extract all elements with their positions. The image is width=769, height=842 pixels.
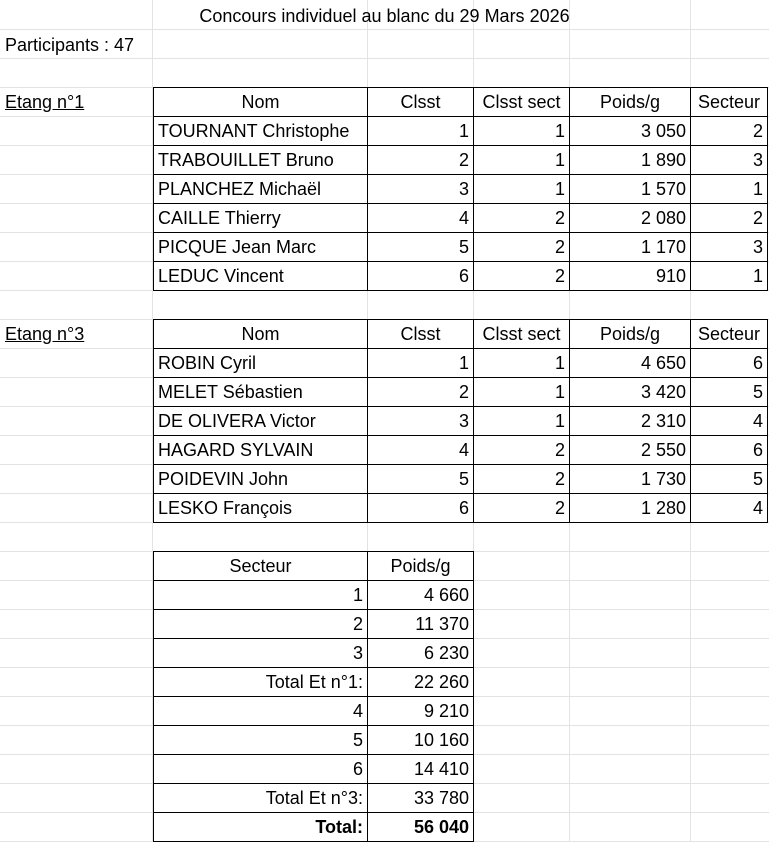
table-row (154, 465, 768, 494)
cell-nom[interactable]: PLANCHEZ Michaël (154, 175, 368, 204)
cell-clsst[interactable]: 6 (368, 494, 474, 523)
header-poids[interactable]: Poids/g (570, 88, 691, 117)
cell-poids[interactable]: 1 280 (570, 494, 691, 523)
table-row (154, 581, 474, 610)
cell-secteur[interactable]: 2 (154, 610, 368, 639)
table-row (154, 146, 768, 175)
cell-secteur[interactable]: 1 (691, 262, 768, 291)
cell-clsst-sect[interactable]: 2 (474, 233, 570, 262)
cell-poids[interactable]: 2 550 (570, 436, 691, 465)
cell-clsst[interactable]: 5 (368, 465, 474, 494)
cell-nom[interactable]: ROBIN Cyril (154, 349, 368, 378)
cell-clsst[interactable]: 2 (368, 146, 474, 175)
cell-secteur[interactable]: 2 (691, 204, 768, 233)
cell-poids[interactable]: 14 410 (368, 755, 474, 784)
cell-clsst[interactable]: 6 (368, 262, 474, 291)
cell-clsst-sect[interactable]: 1 (474, 407, 570, 436)
cell-poids[interactable]: 11 370 (368, 610, 474, 639)
total-row (154, 813, 474, 842)
table-row (154, 407, 768, 436)
table-header-row (154, 88, 768, 117)
cell-clsst-sect[interactable]: 2 (474, 465, 570, 494)
cell-poids[interactable]: 1 170 (570, 233, 691, 262)
cell-nom[interactable]: HAGARD SYLVAIN (154, 436, 368, 465)
cell-clsst-sect[interactable]: 1 (474, 175, 570, 204)
cell-nom[interactable]: DE OLIVERA Victor (154, 407, 368, 436)
cell-clsst-sect[interactable]: 2 (474, 436, 570, 465)
header-clsst[interactable]: Clsst (368, 88, 474, 117)
cell-poids[interactable]: 1 890 (570, 146, 691, 175)
cell-poids[interactable]: 3 420 (570, 378, 691, 407)
cell-secteur[interactable]: 5 (691, 378, 768, 407)
header-clsst-sect[interactable]: Clsst sect (474, 88, 570, 117)
sector-summary-table (153, 551, 474, 842)
table-row (154, 726, 474, 755)
header-poids[interactable]: Poids/g (570, 320, 691, 349)
etang1-table (153, 87, 768, 291)
cell-clsst[interactable]: 5 (368, 233, 474, 262)
cell-poids[interactable]: 4 660 (368, 581, 474, 610)
cell-secteur[interactable]: 3 (154, 639, 368, 668)
cell-secteur[interactable]: 1 (154, 581, 368, 610)
header-poids[interactable]: Poids/g (368, 552, 474, 581)
cell-secteur[interactable]: 6 (691, 349, 768, 378)
table-header-row (154, 320, 768, 349)
cell-secteur[interactable]: 3 (691, 233, 768, 262)
cell-subtotal-value[interactable]: 22 260 (368, 668, 474, 697)
table-row (154, 639, 474, 668)
cell-secteur[interactable]: 2 (691, 117, 768, 146)
table-row (154, 378, 768, 407)
header-clsst[interactable]: Clsst (368, 320, 474, 349)
cell-nom[interactable]: LEDUC Vincent (154, 262, 368, 291)
participants-count[interactable]: Participants : 47 (5, 35, 135, 55)
cell-poids[interactable]: 910 (570, 262, 691, 291)
cell-nom[interactable]: LESKO François (154, 494, 368, 523)
cell-secteur[interactable]: 3 (691, 146, 768, 175)
table-row (154, 755, 474, 784)
cell-nom[interactable]: TOURNANT Christophe (154, 117, 368, 146)
cell-poids[interactable]: 10 160 (368, 726, 474, 755)
cell-poids[interactable]: 6 230 (368, 639, 474, 668)
cell-secteur[interactable]: 1 (691, 175, 768, 204)
cell-poids[interactable]: 1 730 (570, 465, 691, 494)
header-secteur[interactable]: Secteur (154, 552, 368, 581)
cell-secteur[interactable]: 4 (691, 494, 768, 523)
cell-secteur[interactable]: 6 (154, 755, 368, 784)
table-row (154, 233, 768, 262)
cell-poids[interactable]: 4 650 (570, 349, 691, 378)
cell-poids[interactable]: 3 050 (570, 117, 691, 146)
total-label[interactable]: Total: (154, 813, 368, 842)
header-secteur[interactable]: Secteur (691, 320, 768, 349)
cell-clsst[interactable]: 4 (368, 436, 474, 465)
cell-clsst[interactable]: 3 (368, 407, 474, 436)
cell-clsst[interactable]: 1 (368, 349, 474, 378)
etang1-label[interactable]: Etang n°1 (5, 92, 85, 112)
table-row (154, 349, 768, 378)
cell-clsst[interactable]: 3 (368, 175, 474, 204)
header-nom[interactable]: Nom (154, 320, 368, 349)
header-secteur[interactable]: Secteur (691, 88, 768, 117)
cell-nom[interactable]: PICQUE Jean Marc (154, 233, 368, 262)
cell-clsst-sect[interactable]: 1 (474, 146, 570, 175)
cell-nom[interactable]: CAILLE Thierry (154, 204, 368, 233)
cell-subtotal-label[interactable]: Total Et n°3: (154, 784, 368, 813)
cell-subtotal-value[interactable]: 33 780 (368, 784, 474, 813)
total-value[interactable]: 56 040 (368, 813, 474, 842)
cell-clsst-sect[interactable]: 1 (474, 349, 570, 378)
table-row (154, 436, 768, 465)
table-row (154, 697, 474, 726)
table-row (154, 262, 768, 291)
cell-clsst-sect[interactable]: 2 (474, 204, 570, 233)
page-title[interactable]: Concours individuel au blanc du 29 Mars 2026 (199, 6, 570, 26)
cell-clsst[interactable]: 4 (368, 204, 474, 233)
cell-subtotal-label[interactable]: Total Et n°1: (154, 668, 368, 697)
cell-clsst-sect[interactable]: 2 (474, 262, 570, 291)
etang3-label[interactable]: Etang n°3 (5, 324, 85, 344)
cell-nom[interactable]: MELET Sébastien (154, 378, 368, 407)
cell-secteur[interactable]: 5 (691, 465, 768, 494)
cell-clsst[interactable]: 1 (368, 117, 474, 146)
cell-clsst-sect[interactable]: 1 (474, 378, 570, 407)
cell-nom[interactable]: POIDEVIN John (154, 465, 368, 494)
header-nom[interactable]: Nom (154, 88, 368, 117)
table-row (154, 610, 474, 639)
table-row (154, 494, 768, 523)
table-row (154, 204, 768, 233)
cell-poids[interactable]: 2 080 (570, 204, 691, 233)
table-row (154, 784, 474, 813)
cell-secteur[interactable]: 6 (691, 436, 768, 465)
cell-secteur[interactable]: 4 (154, 697, 368, 726)
cell-secteur[interactable]: 4 (691, 407, 768, 436)
table-row (154, 175, 768, 204)
cell-clsst-sect[interactable]: 2 (474, 494, 570, 523)
table-header-row (154, 552, 474, 581)
cell-nom[interactable]: TRABOUILLET Bruno (154, 146, 368, 175)
etang3-table (153, 319, 768, 523)
header-clsst-sect[interactable]: Clsst sect (474, 320, 570, 349)
table-row (154, 668, 474, 697)
cell-poids[interactable]: 1 570 (570, 175, 691, 204)
table-row (154, 117, 768, 146)
cell-clsst-sect[interactable]: 1 (474, 117, 570, 146)
cell-poids[interactable]: 2 310 (570, 407, 691, 436)
cell-poids[interactable]: 9 210 (368, 697, 474, 726)
cell-clsst[interactable]: 2 (368, 378, 474, 407)
cell-secteur[interactable]: 5 (154, 726, 368, 755)
